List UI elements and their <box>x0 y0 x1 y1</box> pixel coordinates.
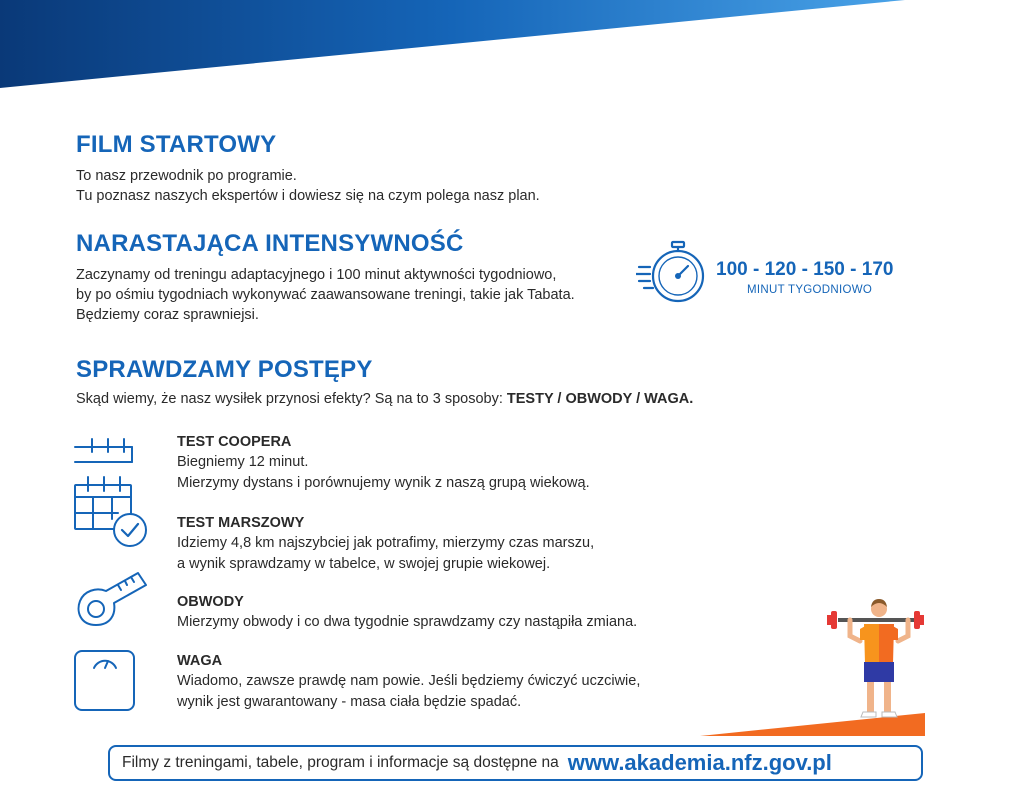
test-item-weight: WAGA Wiadomo, zawsze prawdę nam powie. Jeśli będziemy ćwiczyć uczciwie, wynik jest gwarantowany - masa ciała będzie spadać. <box>177 653 641 710</box>
intensity-description: Zaczynamy od treningu adaptacyjnego i 100 minut aktywności tygodniowo, by po ośmiu tygodniach wykonywać zaawansowane treningi, takie jak Tabata. Będziemy coraz sprawniejsi. <box>76 267 575 323</box>
test-title: WAGA <box>177 653 223 669</box>
website-link[interactable]: www.akademia.nfz.gov.pl <box>567 750 832 775</box>
weekly-minutes-value: 100 - 120 - 150 - 170 <box>716 259 894 280</box>
scale-icon <box>74 650 136 712</box>
test-title: OBWODY <box>177 594 244 610</box>
calendar-icon <box>74 435 134 465</box>
weekly-minutes-unit: MINUT TYGODNIOWO <box>747 284 873 296</box>
calendar-check-icon <box>74 475 150 551</box>
film-description: To nasz przewodnik po programie. Tu poznasz naszych ekspertów i dowiesz się na czym polega nasz plan. <box>76 168 540 204</box>
measuring-tape-icon <box>74 567 150 631</box>
test-item-circumference: OBWODY Mierzymy obwody i co dwa tygodnie sprawdzamy czy nastąpiła zmiana. <box>177 594 638 630</box>
footer-info-box <box>108 745 923 781</box>
intensity-title: NARASTAJĄCA INTENSYWNOŚĆ <box>76 230 464 257</box>
weightlifter-illustration <box>700 596 930 738</box>
progress-intro: Skąd wiemy, że nasz wysiłek przynosi efekty? Są na to 3 sposoby: TESTY / OBWODY / WAGA. <box>76 391 694 407</box>
test-item-cooper: TEST COOPERA Biegniemy 12 minut. Mierzymy dystans i porównujemy wynik z naszą grupą wiekową. <box>177 434 590 491</box>
test-item-walking: TEST MARSZOWY Idziemy 4,8 km najszybciej jak potrafimy, mierzymy czas marszu, a wynik sprawdzamy w tabelce, w swojej grupie wiekowej. <box>177 515 595 572</box>
progress-title: SPRAWDZAMY POSTĘPY <box>76 356 373 383</box>
test-title: TEST MARSZOWY <box>177 515 305 531</box>
header-banner <box>0 0 1024 95</box>
stopwatch-icon <box>636 240 712 308</box>
film-title: FILM STARTOWY <box>76 131 277 158</box>
progress-intro-methods: TESTY / OBWODY / WAGA. <box>506 391 694 407</box>
test-title: TEST COOPERA <box>177 434 292 450</box>
footer-text: Filmy z treningami, tabele, program i informacje są dostępne na <box>122 754 559 771</box>
